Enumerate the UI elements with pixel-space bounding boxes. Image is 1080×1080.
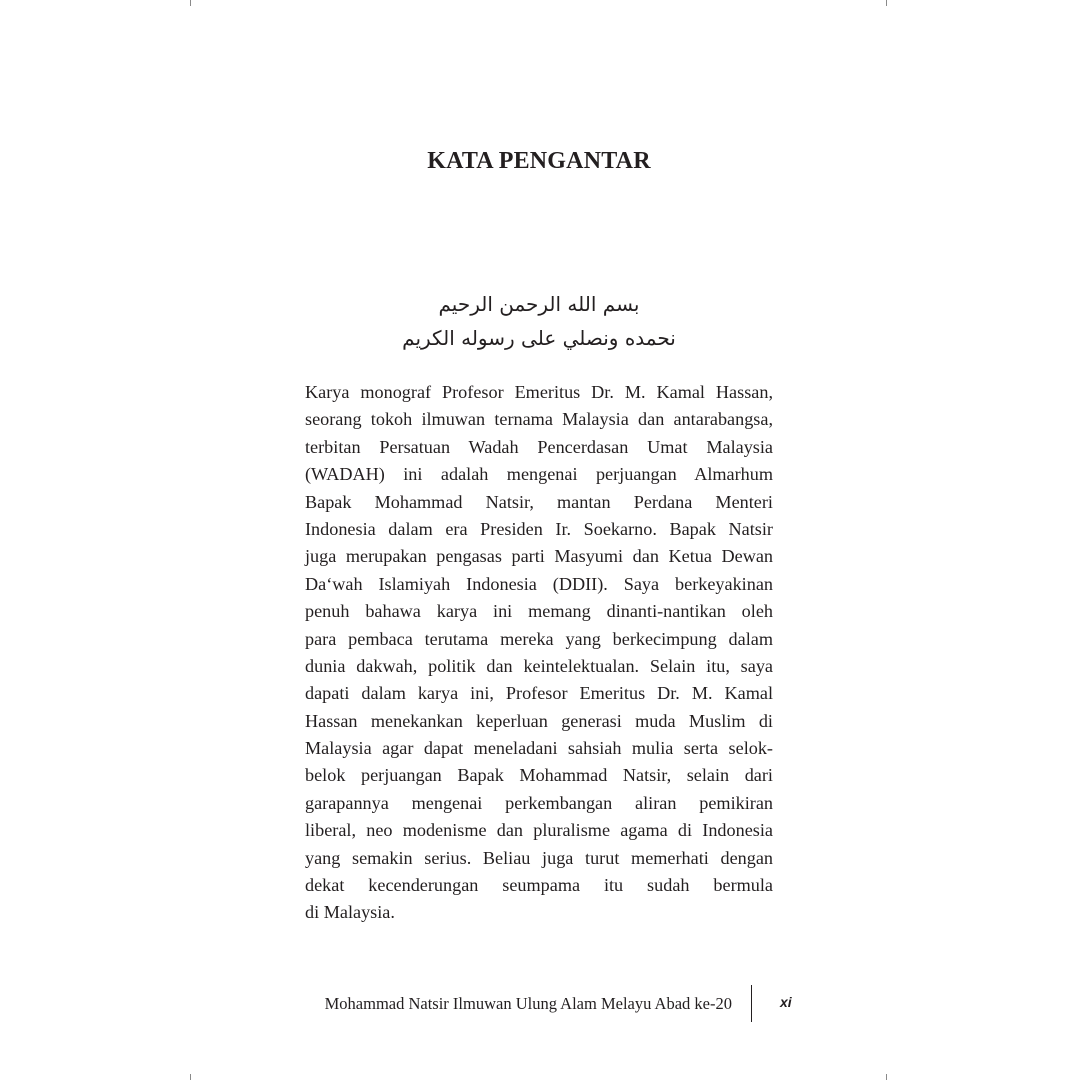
body-paragraph [305,379,773,927]
paragraph-line: Bapak Mohammad Natsir, mantan Perdana Menteri [305,491,773,512]
paragraph-line: dekat kecenderungan seumpama itu sudah bermula [305,875,773,896]
paragraph-line: dunia dakwah, politik dan keintelektualan. Selain itu, saya [305,655,773,676]
paragraph-line: di Malaysia. [305,902,395,923]
paragraph-line: liberal, neo modenisme dan pluralisme agama di Indonesia [305,820,773,841]
running-title: Mohammad Natsir Ilmuwan Ulung Alam Melayu Abad ke-20 [324,994,732,1013]
paragraph-line: terbitan Persatuan Wadah Pencerdasan Umat Malaysia [305,436,773,457]
page-number: xi [780,994,792,1010]
paragraph-line: yang semakin serius. Beliau juga turut memerhati dengan [305,847,773,868]
crop-mark-top-right [886,0,887,6]
paragraph-line: dapati dalam karya ini, Profesor Emeritus Dr. M. Kamal [305,683,773,704]
paragraph-line: garapannya mengenai perkembangan aliran pemikiran [305,792,773,813]
paragraph-line: Malaysia agar dapat meneladani sahsiah mulia serta selok- [305,738,773,759]
paragraph-line: Indonesia dalam era Presiden Ir. Soekarno. Bapak Natsir [305,518,773,539]
paragraph-line: Hassan menekankan keperluan generasi muda Muslim di [305,710,773,731]
paragraph-line: para pembaca terutama mereka yang berkecimpung dalam [305,628,773,649]
arabic-basmala: بسم الله الرحمن الرحيم [438,292,640,316]
chapter-title: KATA PENGANTAR [427,148,651,174]
paragraph-line: belok perjuangan Bapak Mohammad Natsir, selain dari [305,765,773,786]
crop-mark-bottom-right [886,1074,887,1080]
paragraph-line: Da‘wah Islamiyah Indonesia (DDII). Saya berkeyakinan [305,573,773,594]
paragraph-line: juga merupakan pengasas parti Masyumi dan Ketua Dewan [305,546,773,567]
crop-mark-top-left [190,0,191,6]
arabic-salawat: نحمده ونصلي على رسوله الكريم [402,326,676,350]
paragraph-line: penuh bahawa karya ini memang dinanti-nantikan oleh [305,601,773,622]
paragraph-line: seorang tokoh ilmuwan ternama Malaysia dan antarabangsa, [305,409,773,430]
footer-divider [751,985,752,1022]
paragraph-line: Karya monograf Profesor Emeritus Dr. M. Kamal Hassan, [305,382,773,402]
paragraph-line: (WADAH) ini adalah mengenai perjuangan Almarhum [305,464,773,485]
crop-mark-bottom-left [190,1074,191,1080]
